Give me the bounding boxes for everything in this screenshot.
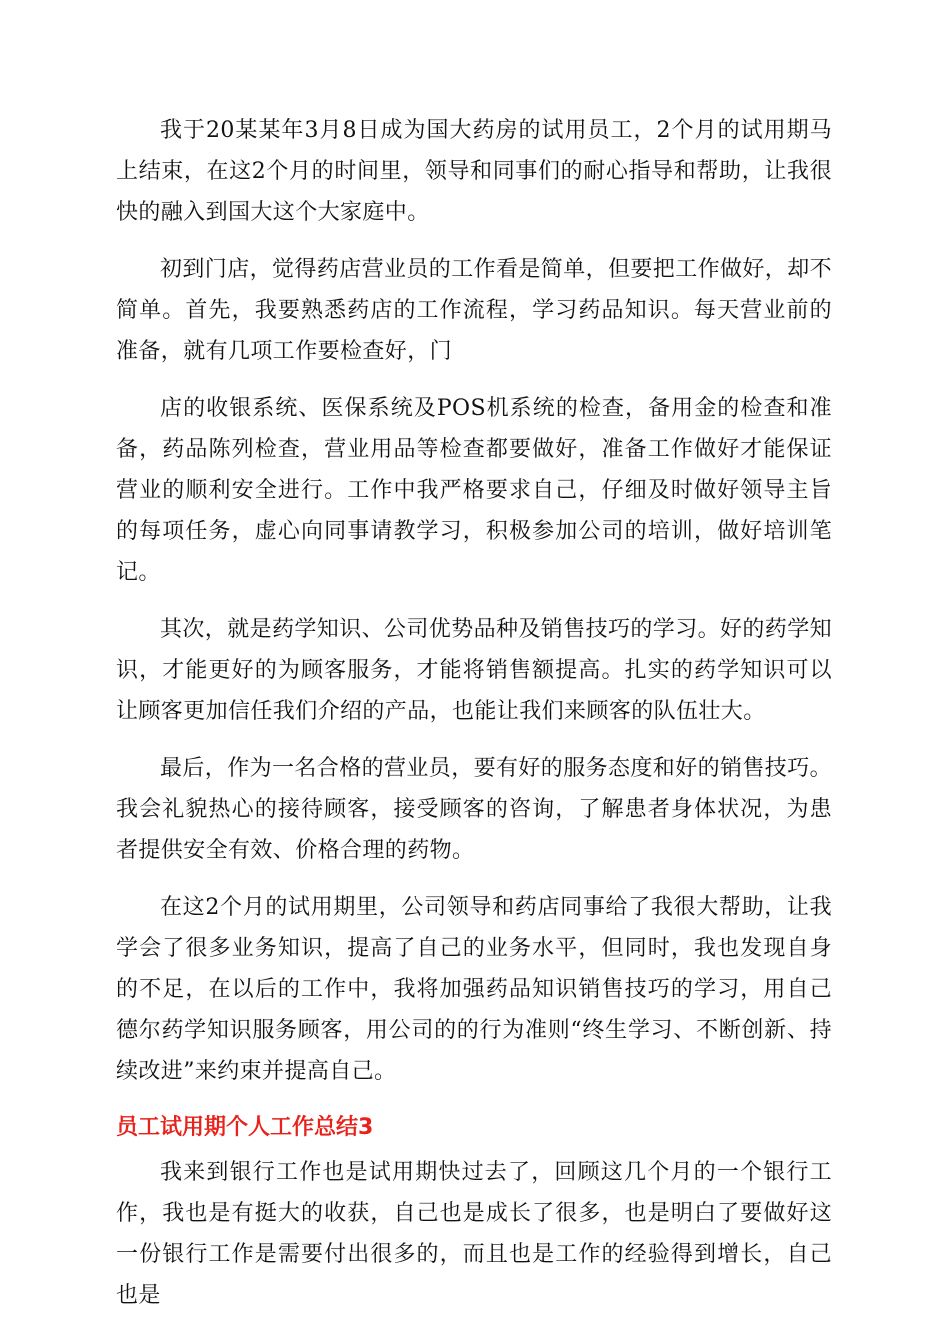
document-body [116, 110, 832, 1332]
paragraph-4: 其次，就是药学知识、公司优势品种及销售技巧的学习。好的药学知识，才能更好的为顾客服务，才能将销售额提高。扎实的药学知识可以让顾客更加信任我们介绍的产品，也能让我们来顾客的队伍壮大。 [116, 617, 833, 724]
paragraph-2: 初到门店，觉得药店营业员的工作看是简单，但要把工作做好，却不简单。首先，我要熟悉药店的工作流程，学习药品知识。每天营业前的准备，就有几项工作要检查好，门 [116, 257, 833, 364]
section-paragraph: 我来到银行工作也是试用期快过去了，回顾这几个月的一个银行工作，我也是有挺大的收获，自己也是成长了很多，也是明白了要做好这一份银行工作是需要付出很多的，而且也是工作的经验得到增长，自己也是 [116, 1160, 832, 1308]
paragraph-1: 我于20某某年3月8日成为国大药房的试用员工，2个月的试用期马上结束，在这2个月的时间里，领导和同事们的耐心指导和帮助，让我很快的融入到国大这个大家庭中。 [116, 118, 832, 225]
paragraph-6: 在这2个月的试用期里，公司领导和药店同事给了我很大帮助，让我学会了很多业务知识，提高了自己的业务水平，但同时，我也发现自身的不足，在以后的工作中，我将加强药品知识销售技巧的学习，用自己德尔药学知识服务顾客，用公司的的行为准则“终生学习、不断创新、持续改进”来约束并提高自己。 [116, 895, 832, 1084]
paragraph-3: 店的收银系统、医保系统及POS机系统的检查，备用金的检查和准备，药品陈列检查，营业用品等检查都要做好，准备工作做好才能保证营业的顺利安全进行。工作中我严格要求自己，仔细及时做好领导主旨的每项任务，虚心向同事请教学习，积极参加公司的培训，做好培训笔记。 [116, 396, 832, 585]
paragraph-5: 最后，作为一名合格的营业员，要有好的服务态度和好的销售技巧。我会礼貌热心的接待顾客，接受顾客的咨询，了解患者身体状况，为患者提供安全有效、价格合理的药物。 [116, 756, 833, 863]
section-heading: 员工试用期个人工作总结3 [116, 1115, 374, 1140]
